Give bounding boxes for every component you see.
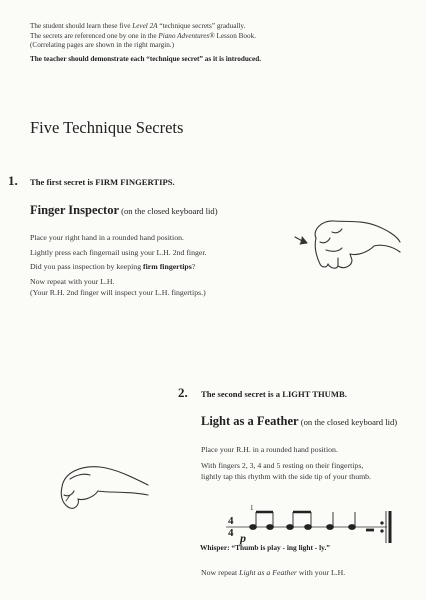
secret-1-activity-title: Finger Inspector (on the closed keyboard lid)	[30, 203, 218, 217]
intro-notes	[30, 22, 410, 64]
rhythm-notation	[224, 503, 414, 562]
hand-icon	[292, 212, 402, 282]
intro-line-2: The secrets are referenced one by one in the Piano Adventures® Lesson Book.	[30, 31, 257, 40]
note	[287, 525, 294, 530]
fingering-number: 1	[250, 504, 254, 512]
page-title: Five Technique Secrets	[30, 118, 184, 137]
secret-2-heading: The second secret is a LIGHT THUMB.	[201, 389, 347, 399]
note	[250, 525, 257, 530]
instruction-line: Place your right hand in a rounded hand position.	[30, 233, 184, 242]
secret-2-number: 2.	[178, 385, 188, 400]
instruction-line: lightly tap this rhythm with the side tip of your thumb.	[201, 471, 372, 481]
intro-line-1: The student should learn these five Level 2A “technique secrets” gradually.	[30, 22, 246, 30]
time-signature-bottom: 4	[228, 527, 234, 539]
note	[267, 525, 274, 530]
note	[327, 525, 334, 530]
whisper-text: “Thumb is play - ing light - ly.”	[229, 543, 330, 552]
instruction-repeat-note: (Your R.H. 2nd finger will inspect your L.H. fingertips.)	[30, 287, 206, 297]
instruction-repeat: Now repeat with your L.H.	[30, 276, 115, 286]
instruction-line: Place your R.H. in a rounded hand position.	[201, 445, 338, 454]
finger-inspector-illustration	[292, 212, 402, 287]
hand-icon	[50, 455, 150, 515]
whisper-label: Whisper:	[200, 543, 230, 552]
secret-2-instructions	[201, 443, 371, 482]
whisper-lyrics	[200, 543, 330, 552]
secret-1-instructions	[30, 231, 206, 299]
light-thumb-illustration	[50, 455, 150, 520]
dynamic-marking: p	[240, 531, 246, 545]
time-signature-top: 4	[228, 515, 234, 527]
instruction-question: Did you pass inspection by keeping firm fingertips?	[30, 262, 196, 272]
secret-2-activity-title: Light as a Feather (on the closed keyboard lid)	[201, 414, 398, 428]
note	[305, 525, 312, 530]
repeat-dot	[381, 530, 383, 532]
instruction-line: With fingers 2, 3, 4 and 5 resting on their fingertips,	[201, 460, 364, 470]
instruction-line: Lightly press each fingernail using your L.H. 2nd finger.	[30, 247, 207, 257]
teacher-note: The teacher should demonstrate each “technique secret” as it is introduced.	[30, 54, 261, 63]
note	[349, 525, 356, 530]
repeat-dot	[381, 522, 383, 524]
secret-2-repeat: Now repeat Light as a Feather with your L.H.	[201, 568, 346, 577]
secret-1-heading: The first secret is FIRM FINGERTIPS.	[30, 177, 175, 187]
secret-1-number: 1.	[8, 173, 18, 188]
intro-line-3: (Correlating pages are shown in the right margin.)	[30, 41, 174, 50]
